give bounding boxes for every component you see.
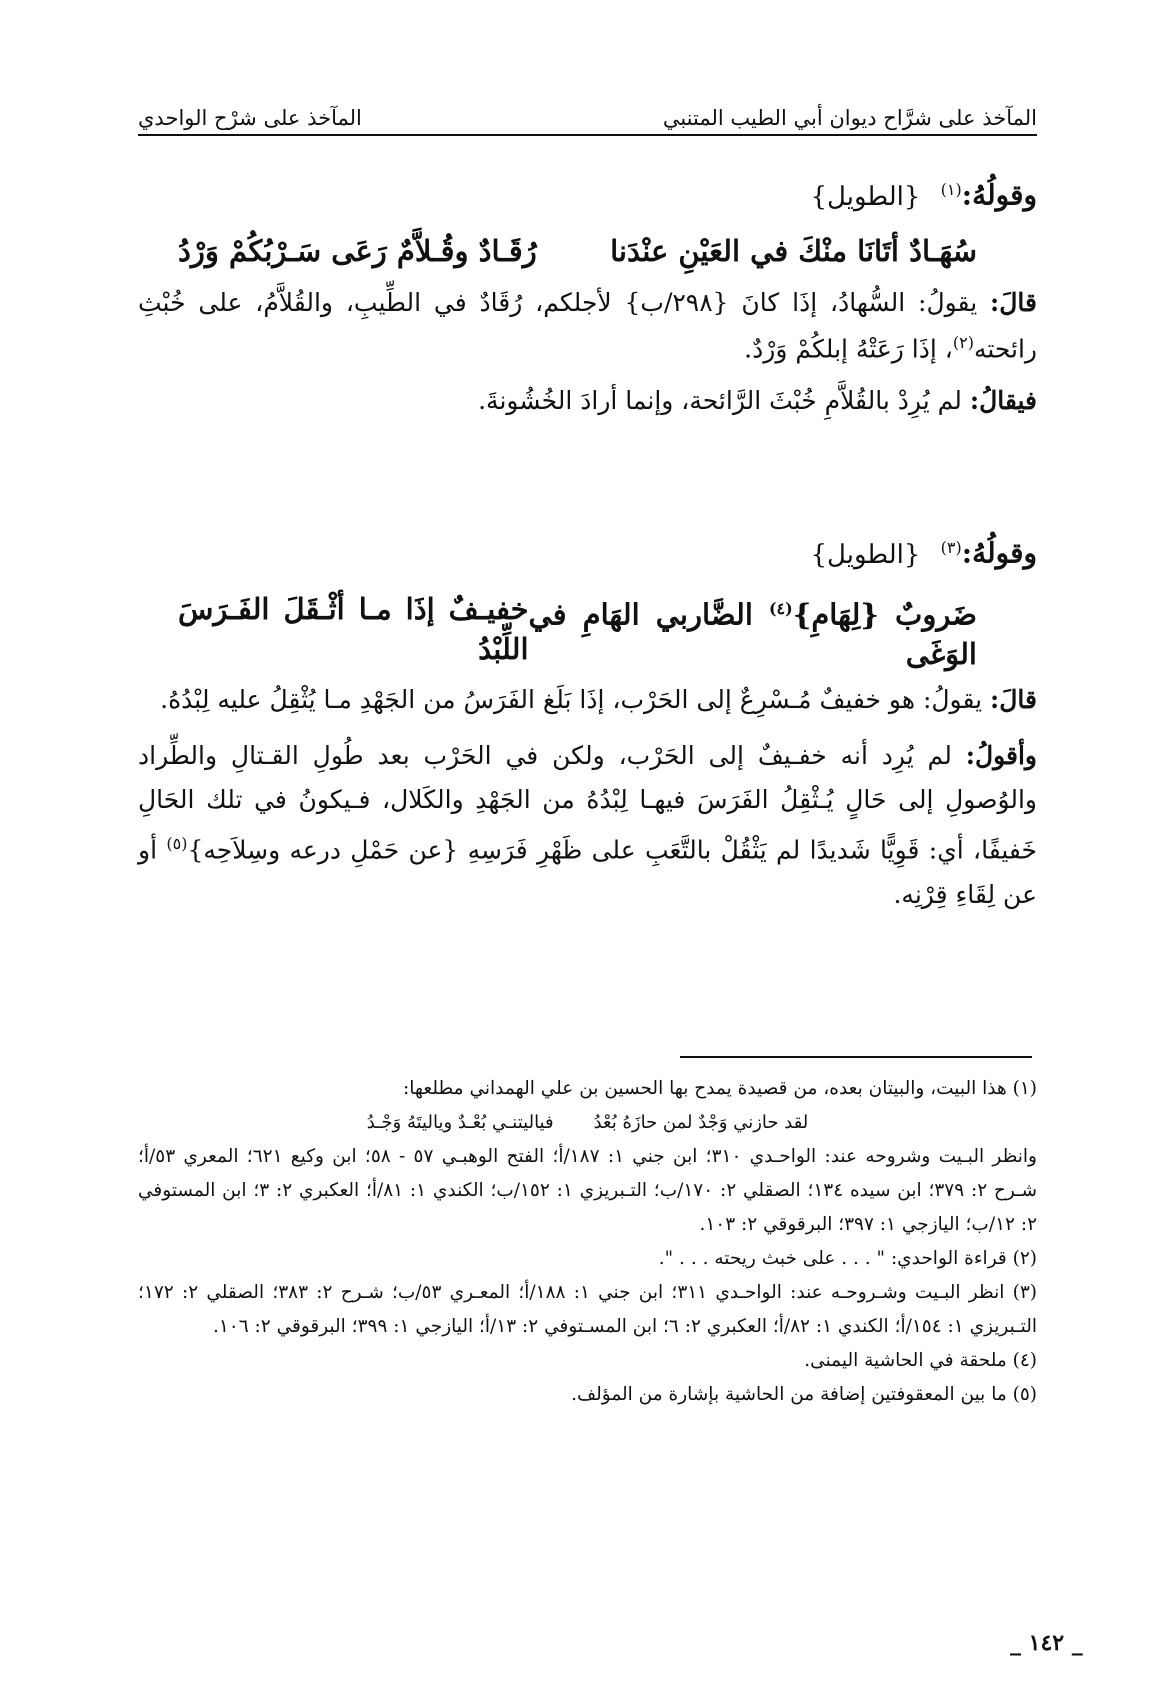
fn-verse-second: فياليتنـي بُعْـدٌ وياليتَهُ وَجْـدُ (366, 1112, 554, 1133)
aqul-label: وأقولُ: (965, 741, 1037, 771)
qala-text-end: ، إذَا رَعَتْهُ إبلكُمْ وَرْدٌ. (744, 333, 953, 363)
footnotes (138, 1072, 1037, 1412)
footnote-1: (١) هذا البيت، والبيتان بعده، من قصيدة يمدح بها الحسين بن علي الهمداني مطلعها: (403, 1078, 1037, 1099)
footnote-1-verse (138, 1106, 1037, 1140)
footnote-5: (٥) ما بين المعقوفتين إضافة من الحاشية بإشارة من المؤلف. (571, 1384, 1037, 1405)
running-header (138, 94, 1037, 136)
footnote-ref: (١) (940, 180, 962, 199)
intro-lead: وقولُهُ: (961, 178, 1037, 212)
verse-second-hemistich: رُقَـادٌ وقُـلاَّمٌ رَعَى سَـرْبُكُمْ وَرْدُ (178, 233, 537, 268)
footnote-ref: (٥) (166, 834, 188, 854)
footnote-2: (٢) قراءة الواحدي: " . . . على خبث ريحته . . . ". (658, 1248, 1037, 1269)
verse-first-hemistich (529, 589, 977, 675)
verse-first-rest: الضَّاربي الهَامِ في الوَغَى (528, 597, 977, 672)
author-response-paragraph (138, 734, 1037, 916)
verse-first-hemistich: سُهَـادٌ أتَانَا منْكَ في العَيْنِ عنْدَنا (610, 233, 977, 268)
footnote-separator (680, 1056, 1032, 1058)
aqul-text: لم يُرِد أنه خفـيفٌ إلى الحَرْب، ولكن في الحَرْب بعد طُولِ القـتالِ والطِّراد والوُصولِ إلى حَالٍ يُـثْقِلُ الفَرَسَ فيهـا لِبْدُهُ من الجَهْدِ والكَلال، فـيكونُ في تلك الحَالِ خَفيفًا، أي: قَوِيًّا شَديدًا لم يَثْقُلْ بالتَّعَبِ على ظَهْرِ فَرَسِهِ {عن حَمْلِ درعه وسِلاَحِه} (138, 741, 1037, 865)
meter-name: {الطويل} (810, 181, 921, 212)
section-2 (138, 528, 1037, 917)
poem-verse (138, 589, 1037, 675)
poem-verse (138, 231, 1037, 271)
footnote-ref: (٣) (940, 538, 962, 557)
section-1 (138, 170, 1037, 421)
verse-first-part: ضَروبٌ {لِهَامِ} (792, 597, 977, 632)
qala-text: يقولُ: هو خفيفٌ مُـسْرِعٌ إلى الحَرْب، إذَا بَلَغ الفَرَسُ من الجَهْدِ مـا يُثْقِلُ عليه لِبْدُهُ. (160, 685, 983, 715)
qala-label: قالَ: (990, 685, 1037, 715)
fayuqal-label: فيقالُ: (969, 385, 1037, 415)
fn-verse-first: لقد حازني وَجْدٌ لمن حازَهُ بُعْدُ (593, 1112, 809, 1133)
commentary-paragraph (138, 680, 1037, 720)
footnote-4: (٤) ملحقة في الحاشية اليمنى. (804, 1350, 1037, 1371)
footnote-ref: (٤) (768, 598, 793, 618)
verse-second-hemistich: خفيـفٌ إذَا مـا أثْـقَلَ الفَـرَسَ اللِّبْدُ (178, 591, 529, 666)
footnote-ref: (٢) (952, 332, 974, 352)
footnote-3: (٣) انظر البـيت وشـروحـه عند: الواحـدي ٣١١؛ ابن جني ١: ١٨٨/أ؛ المعـري ٥٣/ب؛ شـرح ٢: ٣٨٣؛ الصقلي ٢: ١٧٢؛ التـبريزي ١: ١٥٤/أ؛ الكندي ١: ٨٢/أ؛ العكبري ٢: ٦؛ ابن المسـتوفي ٢: ١٣/أ؛ اليازجي ١: ٣٩٩؛ البرقوقي ٢: ١٠٦. (138, 1282, 1037, 1337)
verse-intro (138, 170, 1037, 217)
qala-label: قالَ: (990, 287, 1037, 317)
aqul-text-end: أو عن لِقَاءِ قِرْنِه. (138, 835, 1037, 909)
header-chapter-title: المآخذ على شرْح الواحدي (138, 106, 362, 130)
verse-intro (138, 528, 1037, 575)
fayuqal-text: لم يُرِدْ بالقُلاَّمِ خُبْثَ الرَّائحة، وإنما أرادَ الخُشُونةَ. (478, 385, 962, 415)
meter-name: {الطويل} (810, 539, 921, 570)
page-number: _ ١٤٢ _ (1010, 1630, 1083, 1656)
intro-lead: وقولُهُ: (961, 536, 1037, 570)
response-paragraph (138, 381, 1037, 421)
qala-text: يقولُ: السُّهادُ، إذَا كانَ {٢٩٨/ب} لأجلكم، رُقَادٌ في الطِّيبِ، والقُلاَّمُ، على خُبْثِ رائحته (138, 287, 1037, 363)
header-book-title: المآخذ على شرَّاح ديوان أبي الطيب المتنبي (662, 106, 1037, 130)
commentary-paragraph (138, 283, 1037, 369)
footnote-1-sources: وانظر البـيت وشروحه عند: الواحـدي ٣١٠؛ ابن جني ١: ١٨٧/أ؛ الفتح الوهبـي ٥٧ - ٥٨؛ ابن وكيع ٦٢١؛ المعري ٥٣/أ؛ شـرح ٢: ٣٧٩؛ ابن سيده ١٣٤؛ الصقلي ٢: ١٧٠/ب؛ التـبريزي ١: ١٥٢/ب؛ الكندي ١: ٨١/أ؛ العكبري ٢: ٣؛ ابن المستوفي ٢: ١٢/ب؛ اليازجي ١: ٣٩٧؛ البرقوقي ٢: ١٠٣. (138, 1146, 1037, 1235)
